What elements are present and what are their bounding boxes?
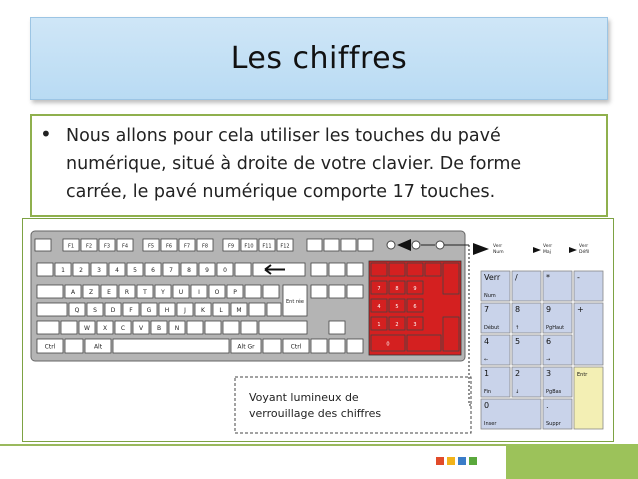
numpad-key-label: 9: [413, 286, 417, 292]
key: [245, 285, 261, 298]
numpad-key-bottom: PgBas: [546, 389, 562, 395]
key: [347, 263, 363, 276]
footer-dot: [447, 457, 455, 465]
numpad-key-bottom: Inser: [484, 421, 497, 427]
indicator-label: Num: [493, 250, 504, 255]
altgr-key-label: Alt Gr: [237, 343, 255, 351]
letter-key-label: G: [146, 307, 152, 314]
arrow-key: [329, 339, 345, 353]
indicator-light-icon: [533, 247, 541, 253]
number-key-label: 4: [115, 267, 119, 274]
numpad-key-top: 6: [546, 337, 552, 346]
indicator-label: Verr: [579, 244, 589, 249]
esc-key: [35, 239, 51, 251]
numpad-key-top: 4: [484, 337, 490, 346]
function-key-label: F5: [147, 243, 155, 250]
numpad-key-label: 7: [377, 286, 381, 292]
key: [263, 285, 279, 298]
letter-key-label: Z: [88, 289, 94, 296]
letter-key-label: F: [129, 307, 133, 314]
footer-dot: [458, 457, 466, 465]
key: [347, 285, 363, 298]
letter-key-label: M: [236, 307, 242, 314]
letter-key-label: X: [102, 325, 108, 332]
arrow-key: [329, 321, 345, 334]
key: [187, 321, 203, 334]
letter-key-label: D: [110, 307, 116, 314]
keyboard-diagram: [23, 219, 613, 441]
numpad-key: [425, 263, 441, 276]
letter-key-label: H: [164, 307, 170, 314]
numpad-key-top: 0: [484, 401, 490, 410]
function-key-label: F7: [183, 243, 191, 250]
blank-key: [341, 239, 356, 251]
letter-key-label: I: [198, 289, 200, 296]
key: [61, 321, 77, 334]
letter-key-label: R: [124, 289, 130, 296]
slide-title: Les chiffres: [230, 41, 408, 76]
numpad-key-top: Verr: [484, 273, 501, 282]
led-icon: [412, 241, 420, 249]
numpad-key-bottom: ←: [484, 357, 489, 363]
ctrl-left-key-label: Ctrl: [44, 343, 56, 351]
key: [311, 263, 327, 276]
letter-key-label: V: [138, 325, 144, 332]
footer-dots: [436, 457, 477, 465]
number-key-label: 6: [151, 267, 155, 274]
key: [223, 321, 239, 334]
key: [329, 285, 345, 298]
numpad-zero-key-label: 0: [386, 341, 390, 348]
number-key-label: 0: [223, 267, 227, 274]
letter-key-label: U: [178, 289, 184, 296]
led-icon: [436, 241, 444, 249]
spacebar-key: [113, 339, 229, 353]
key: [65, 339, 83, 353]
numpad-key-label: 1: [377, 322, 381, 328]
key: [37, 263, 53, 276]
arrow-key: [347, 339, 363, 353]
body-line: numérique, situé à droite de votre clavier. De forme: [66, 154, 522, 174]
numpad-key: [407, 263, 423, 276]
key: [329, 263, 345, 276]
blank-key: [307, 239, 322, 251]
number-key-label: 1: [61, 267, 65, 274]
body-line: Nous allons pour cela utiliser les touches du pavé: [66, 126, 501, 146]
numpad-key-top: 2: [515, 369, 521, 378]
letter-key-label: E: [107, 289, 111, 296]
letter-key-label: K: [201, 307, 205, 314]
indicator-label: Verr: [493, 244, 503, 249]
number-key-label: 5: [133, 267, 137, 274]
numpad-key-label: 5: [395, 304, 399, 310]
shift-left-key: [37, 321, 59, 334]
number-key-label: 9: [205, 267, 209, 274]
indicator-light-icon: [569, 247, 577, 253]
key: [249, 303, 265, 316]
letter-key-label: B: [156, 325, 162, 332]
function-key-label: F4: [121, 243, 129, 250]
key: [205, 321, 221, 334]
numpad-key-bottom: PgHaut: [546, 325, 565, 331]
letter-key-label: J: [184, 307, 186, 314]
numpad-key-label: 2: [395, 322, 399, 328]
letter-key-label: Q: [74, 307, 80, 314]
letter-key-label: Y: [161, 289, 165, 296]
letter-key-label: N: [174, 325, 180, 332]
numpad-key-top: .: [546, 401, 549, 410]
ctrl-right-key-label: Ctrl: [290, 343, 302, 351]
led-icon: [387, 241, 395, 249]
bullet-text: [66, 122, 521, 206]
numpad-key-bottom: ↑: [515, 325, 520, 331]
content-box: [30, 114, 608, 217]
title-banner: [30, 17, 608, 100]
numpad-key-top: 3: [546, 369, 552, 378]
letter-key-label: A: [70, 289, 76, 296]
function-key-label: F11: [262, 243, 272, 250]
footer-dot: [469, 457, 477, 465]
keyboard-illustration: [22, 218, 614, 442]
number-key-label: 8: [187, 267, 191, 274]
indicator-label: Verr: [543, 244, 553, 249]
numpad-key-top: Entr: [577, 372, 588, 378]
numpad-key-label: 6: [413, 304, 417, 310]
numpad-key-top: 9: [546, 305, 552, 314]
footer-dot: [436, 457, 444, 465]
numpad-plus-key: [443, 263, 459, 294]
number-key-label: 2: [79, 267, 83, 274]
footer-accent: [506, 444, 638, 479]
arrow-key: [311, 339, 327, 353]
caps-key: [37, 303, 67, 316]
callout-line: verrouillage des chiffres: [249, 407, 382, 420]
numpad-key-top: 5: [515, 337, 521, 346]
body-line: carrée, le pavé numérique comporte 17 touches.: [66, 182, 496, 202]
function-key-label: F8: [201, 243, 209, 250]
number-key-label: 7: [169, 267, 173, 274]
numpad-key-top: *: [546, 273, 550, 282]
key: [235, 263, 251, 276]
function-key-label: F3: [103, 243, 111, 250]
numpad-key-top: +: [577, 305, 584, 314]
alt-key-label: Alt: [93, 343, 103, 351]
numpad-key-bottom: Suppr: [546, 421, 561, 427]
numpad-key-bottom: Début: [484, 325, 500, 331]
function-key-label: F1: [67, 243, 75, 250]
letter-key-label: C: [120, 325, 126, 332]
letter-key-label: W: [84, 325, 90, 332]
numpad-key-bottom: Num: [484, 293, 496, 299]
numpad-key-top: 1: [484, 369, 490, 378]
function-key-label: F10: [244, 243, 254, 250]
numpad-key-bottom: Fin: [484, 389, 492, 395]
shift-right-key: [259, 321, 307, 334]
tab-key: [37, 285, 63, 298]
letter-key-label: T: [143, 289, 147, 296]
numpad-key-top: 8: [515, 305, 521, 314]
function-key-label: F2: [85, 243, 93, 250]
blank-key: [324, 239, 339, 251]
letter-key-label: S: [93, 307, 97, 314]
letter-key-label: L: [219, 307, 223, 314]
numpad-key-top: /: [515, 273, 518, 282]
key: [311, 285, 327, 298]
numpad-key-top: -: [577, 273, 580, 282]
indicator-label: Maj: [543, 250, 551, 255]
numpad-enter-key: [443, 317, 459, 351]
enter-key-label: Ent rée: [286, 299, 304, 305]
arrow-indicator-icon: [473, 243, 489, 255]
numpad-key-label: 8: [395, 286, 399, 292]
function-key-label: F6: [165, 243, 173, 250]
numpad-key: [389, 263, 405, 276]
numpad-key: [371, 263, 387, 276]
number-key-label: 3: [97, 267, 101, 274]
key: [267, 303, 281, 316]
numpad-dot-key: [407, 335, 441, 351]
callout-line: Voyant lumineux de: [249, 391, 359, 404]
key: [241, 321, 257, 334]
indicator-label: Défil: [579, 250, 590, 255]
blank-key: [358, 239, 373, 251]
numpad-key-label: 4: [377, 304, 381, 310]
numpad-key-label: 3: [413, 322, 417, 328]
callout-box: [235, 377, 471, 433]
bullet-item: [40, 122, 598, 206]
numpad-key-bottom: ↓: [515, 389, 520, 395]
letter-key-label: P: [233, 289, 237, 296]
key: [263, 339, 281, 353]
function-key-label: F9: [227, 243, 235, 250]
numpad-key-top: 7: [484, 305, 490, 314]
function-key-label: F12: [280, 243, 290, 250]
numpad-key-bottom: →: [546, 357, 551, 363]
letter-key-label: O: [214, 289, 220, 296]
bullet-marker: •: [40, 122, 52, 146]
